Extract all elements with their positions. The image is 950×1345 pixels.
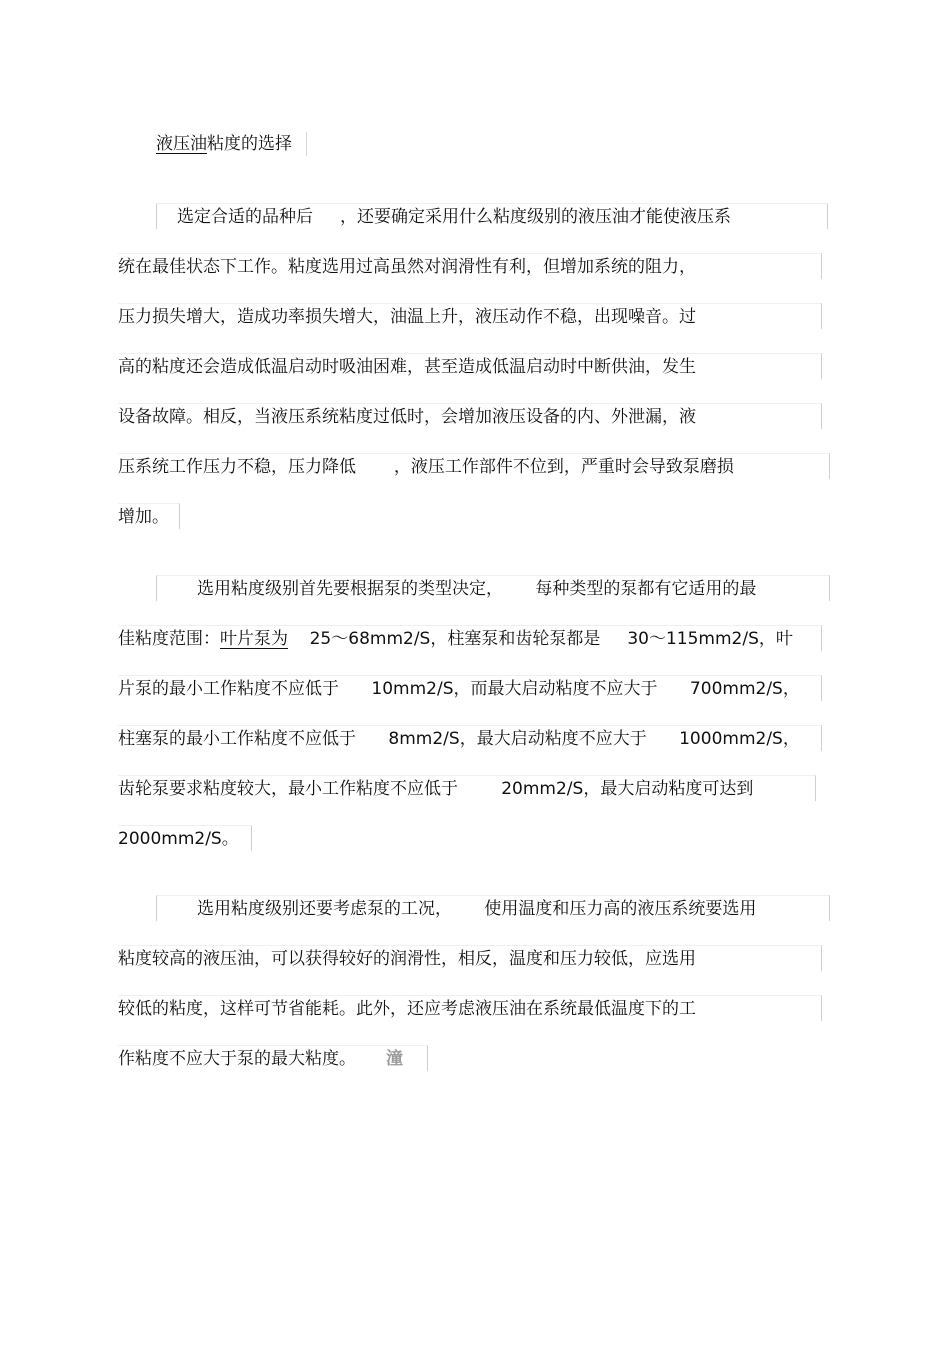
paragraph-1-line-3: 压力损失增大，造成功率损失增大，油温上升，液压动作不稳，出现噪音。过 <box>118 303 822 329</box>
paragraph-3-line-1: 选用粘度级别还要考虑泵的工况， 使用温度和压力高的液压系统要选用 <box>156 895 830 921</box>
paragraph-3-line-4-text: 作粘度不应大于泵的最大粘度。 <box>118 1049 356 1069</box>
document-title <box>156 132 307 156</box>
vane-pump-underlined: 叶片泵为 <box>220 629 288 649</box>
paragraph-3-line-4 <box>118 1045 428 1071</box>
paragraph-3-line-3: 较低的粘度，这样可节省能耗。此外，还应考虑液压油在系统最低温度下的工 <box>118 995 822 1021</box>
paragraph-2-line-5: 齿轮泵要求粘度较大，最小工作粘度不应低于 20mm2/S，最大启动粘度可达到 <box>118 775 816 801</box>
stamp-glyph: 潼 <box>386 1049 403 1069</box>
paragraph-1-line-2: 统在最佳状态下工作。粘度选用过高虽然对润滑性有利，但增加系统的阻力， <box>118 253 822 279</box>
paragraph-3-line-2: 粘度较高的液压油，可以获得较好的润滑性，相反，温度和压力较低，应选用 <box>118 945 822 971</box>
paragraph-1-line-7: 增加。 <box>118 503 180 529</box>
paragraph-2-line-2-start: 佳粘度范围： <box>118 629 220 649</box>
paragraph-2-line-2 <box>118 625 822 651</box>
paragraph-2-line-4: 柱塞泵的最小工作粘度不应低于 8mm2/S，最大启动粘度不应大于 1000mm2/S， <box>118 725 822 751</box>
title-rest: 粘度的选择 <box>207 134 292 154</box>
paragraph-2-line-1: 选用粘度级别首先要根据泵的类型决定， 每种类型的泵都有它适用的最 <box>156 575 830 601</box>
paragraph-1-line-1: 选定合适的品种后 ，还要确定采用什么粘度级别的液压油才能使液压系 <box>156 203 828 229</box>
paragraph-1-line-5: 设备故障。相反，当液压系统粘度过低时，会增加液压设备的内、外泄漏，液 <box>118 403 822 429</box>
paragraph-2-line-3: 片泵的最小工作粘度不应低于 10mm2/S，而最大启动粘度不应大于 700mm2/S， <box>118 675 822 701</box>
title-underlined-part: 液压油 <box>156 134 207 154</box>
paragraph-2-line-2-rest: 25～68mm2/S，柱塞泵和齿轮泵都是 30～115mm2/S，叶 <box>288 629 793 649</box>
paragraph-1-line-4: 高的粘度还会造成低温启动时吸油困难，甚至造成低温启动时中断供油，发生 <box>118 353 822 379</box>
paragraph-1-line-6: 压系统工作压力不稳，压力降低 ，液压工作部件不位到，严重时会导致泵磨损 <box>118 453 830 479</box>
paragraph-2-line-6: 2000mm2/S。 <box>118 825 252 851</box>
